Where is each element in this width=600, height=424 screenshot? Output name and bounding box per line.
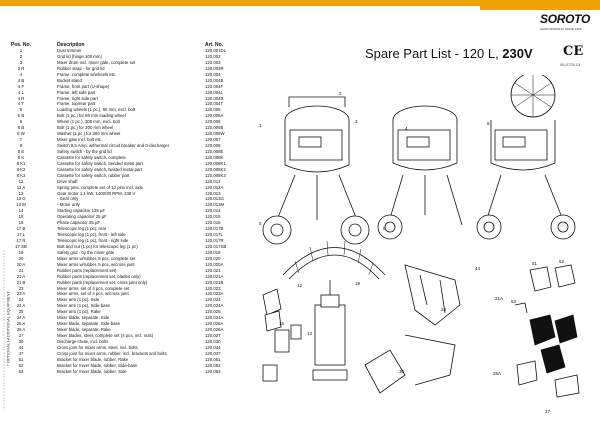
row-desc: Spring pins, complete set of 12 pins incl. axle: [57, 184, 143, 190]
row-art: 120.019: [205, 249, 221, 255]
row-art: 120.016: [205, 220, 221, 226]
callout-6: 6: [383, 226, 386, 231]
row-desc: Mixer blades, steel, complete set (4 pcs, incl. nuts): [57, 333, 154, 338]
callout-19: 19: [355, 281, 361, 286]
row-desc: Mixer arm (1 pc), Rake: [57, 309, 101, 315]
row-desc: Cassette for safety switch, rubber part: [57, 172, 130, 178]
callout-5: 5: [259, 221, 262, 226]
row-pos: 17 B: [16, 226, 26, 232]
row-desc: Loading wheels (1 pc.), 80 mm, excl. bolt: [57, 107, 136, 113]
row-art: 120.017L: [205, 232, 223, 238]
table-row: [0, 369, 250, 375]
row-art: 120.021: [205, 267, 221, 273]
row-art: 120.008K2: [205, 166, 226, 172]
callout-44: 44: [475, 266, 481, 271]
column-header-pos: Pos. No.: [10, 42, 31, 48]
row-art: 120.030: [205, 338, 221, 344]
mixer-arms-part: [405, 265, 460, 385]
row-desc: Frame, front part (U-shape): [57, 83, 110, 89]
row-pos: 27: [18, 333, 24, 338]
mixer-open-lid-view: [477, 75, 575, 239]
row-pos: 4 T: [17, 101, 25, 107]
row-art: 120.004B: [205, 77, 224, 83]
row-pos: 8 K1: [16, 160, 26, 166]
row-desc: Bolt (1 pc.) for 80 mm loading wheel: [57, 113, 126, 119]
row-pos: 24: [18, 297, 24, 303]
row-pos: 4: [19, 71, 23, 77]
row-art: 120.002: [205, 53, 221, 59]
callout-53: 53: [511, 299, 517, 304]
row-pos: 16: [18, 220, 24, 226]
row-pos: 17 L: [16, 232, 26, 238]
row-art: 120.006B: [205, 125, 224, 131]
mixer-front-view: [263, 97, 369, 244]
row-art: 120.003R: [205, 65, 224, 71]
callout-2: 2: [339, 91, 342, 96]
row-art: 120.017SB: [205, 243, 227, 249]
row-desc: Frame, left side part: [57, 89, 96, 95]
row-pos: 3 R: [17, 65, 25, 71]
row-pos: 1: [19, 48, 23, 53]
callout-52: 52: [559, 259, 565, 264]
title-voltage: 230V: [502, 46, 533, 61]
row-pos: 21 A: [16, 273, 26, 279]
accent-bar: [0, 0, 600, 10]
callout-23: 23: [441, 307, 447, 312]
accent-bar-left: [0, 0, 480, 6]
row-art: 120.004L: [205, 89, 223, 95]
row-pos: 12 A: [16, 184, 26, 190]
row-pos: 8: [19, 143, 23, 148]
row-pos: 25: [18, 309, 24, 315]
row-art: 120.017B: [205, 226, 224, 232]
row-art: 120.005: [205, 107, 221, 113]
row-art: 120.013: [205, 190, 221, 196]
row-art: 120.021A: [205, 273, 224, 279]
row-desc: Dust trimmer: [57, 48, 82, 53]
row-desc: Rubber strap - for grid lid: [57, 65, 105, 71]
row-desc: Cassette for safety switch, bended metal part: [57, 160, 143, 166]
row-pos: 8 K3: [16, 172, 26, 178]
row-desc: Bracket for mixer blade, rubber, Side-base: [57, 362, 138, 368]
row-desc: Frame, top/rear part: [57, 101, 96, 107]
row-pos: 6: [19, 119, 23, 125]
row-pos: 53: [18, 368, 24, 374]
row-pos: 47: [18, 350, 24, 356]
row-art: 120.006: [205, 119, 221, 125]
row-pos: 4 R: [17, 95, 25, 101]
row-pos: 12: [18, 178, 24, 184]
accent-bar-right: [480, 0, 600, 10]
row-pos: 8 K2: [16, 166, 26, 172]
callout-8: 8: [487, 121, 490, 126]
row-desc: Cross joint for mixer arms, steel, incl. bolts: [57, 344, 138, 350]
electrical-parts: [263, 289, 301, 381]
brand-tagline: HAND WORKING SINCE 1956: [540, 27, 582, 31]
row-desc: Rubber parts (replacement set, blades only): [57, 273, 141, 279]
row-art: 120.013G: [205, 196, 224, 202]
row-pos: 26 A: [16, 327, 26, 333]
callout-16: 16: [279, 321, 285, 326]
callout-21A: 21A: [495, 296, 504, 301]
row-desc: Grid lid (hinge 100 mm): [57, 53, 102, 59]
brand-logo: [540, 12, 592, 31]
row-desc: Frame, right side part: [57, 95, 98, 101]
row-pos: 6 W: [17, 131, 25, 137]
row-pos: 51: [18, 356, 24, 362]
row-desc: Safety grid - by the mixer gate: [57, 249, 115, 255]
row-desc: Telescopic leg (1 pc), front - left side: [57, 232, 126, 238]
row-pos: 8 K: [17, 154, 25, 160]
callout-12: 12: [297, 283, 303, 288]
row-pos: 30: [18, 338, 24, 344]
row-pos: 21 B: [16, 279, 26, 285]
row-pos: 19: [18, 249, 24, 255]
row-pos: 23: [18, 285, 24, 291]
row-desc: Mixer arm (1 pc), Side: [57, 297, 100, 303]
row-art: 120.004R: [205, 95, 224, 101]
row-art: 120.005A: [205, 113, 224, 119]
row-art: 120.025: [205, 309, 221, 315]
row-art: 120.053: [205, 368, 221, 374]
row-art: 120.003: [205, 59, 221, 65]
brand-name: SOROTO: [540, 12, 590, 26]
row-desc: Mixer arms w/rubber, 5 pcs, w/cross joint: [57, 261, 135, 267]
row-art: 120.004T: [205, 101, 224, 107]
row-art: 120.026A: [205, 327, 224, 333]
row-art: 120.012: [205, 178, 221, 184]
row-desc: Mixer arms w/rubber, 5 pcs, complete set: [57, 255, 136, 261]
row-desc: Frame, complete w/wheels etc.: [57, 71, 117, 77]
exploded-view-drawing: [255, 75, 595, 420]
row-art: 120.021B: [205, 279, 224, 285]
row-desc: Starting capacitor 125 µF: [57, 208, 106, 214]
row-pos: 3: [19, 59, 23, 65]
row-art: 120.008K1: [205, 160, 226, 166]
row-desc: Drive shaft: [57, 178, 78, 184]
row-desc: - Motor only: [57, 202, 80, 208]
column-header-art: Art. No.: [205, 42, 224, 48]
row-art: 120.020A: [205, 261, 224, 267]
ce-mark: CE: [563, 44, 584, 59]
row-desc: Phase capacitor 25 µF: [57, 220, 101, 226]
row-pos: 24 A: [16, 303, 26, 309]
callout-51: 51: [532, 261, 538, 266]
row-art: 120.008K: [205, 154, 224, 160]
row-pos: 17 SB: [15, 243, 27, 249]
row-desc: Mixer blade, separate, Side-base: [57, 321, 121, 327]
row-art: 120.001DL: [205, 48, 227, 53]
callout-13: 13: [307, 331, 313, 336]
row-pos: 4 L: [18, 89, 24, 95]
row-art: 120.024A: [205, 315, 224, 321]
row-art: 120.006W: [205, 131, 225, 137]
row-desc: Operating capacitor 25 µF: [57, 214, 107, 220]
row-art: 120.023A: [205, 291, 224, 297]
column-header-description: Description: [57, 42, 85, 48]
row-pos: 21: [18, 267, 24, 273]
row-desc: Bolt and nut (1 pc) for telescopic leg (1 pc): [57, 243, 138, 249]
row-desc: Wheel (1 pc.), 300 mm, excl. bolt: [57, 119, 120, 125]
row-art: 120.008: [205, 143, 221, 148]
row-art: 120.013M: [205, 202, 225, 208]
document-reference: 08-0725.13: [560, 62, 581, 67]
row-art: 120.012A: [205, 184, 224, 190]
row-art: 120.052: [205, 362, 221, 368]
row-art: 120.004F: [205, 83, 224, 89]
row-desc: Rubber parts (replacement set, cross joint only): [57, 279, 148, 285]
row-desc: Safety switch - by the grid lid: [57, 148, 112, 154]
row-art: 120.044: [205, 344, 221, 350]
row-desc: Bracket for mixer blade, rubber, Rake: [57, 356, 129, 362]
row-pos: 5: [19, 107, 23, 113]
optional-equipment-note: * OPTIONAL / ADDITIONAL EQUIPMENT: [5, 291, 11, 366]
row-pos: 44: [18, 344, 24, 350]
row-art: 120.024A: [205, 303, 224, 309]
row-pos: 52: [18, 362, 24, 368]
safety-grid-part: [283, 241, 385, 279]
row-art: 120.020: [205, 255, 221, 261]
row-pos: 4 F: [17, 83, 25, 89]
mixer-side-view: [378, 106, 462, 239]
row-pos: 8 E: [17, 148, 25, 154]
row-art: 120.015: [205, 214, 221, 220]
row-art: 120.004: [205, 71, 221, 77]
row-pos: 7: [19, 137, 23, 143]
row-desc: Switch 9,5 Amp. w/thermal circuit breaker and 0-discharger: [57, 143, 170, 148]
parts-table: [0, 48, 250, 375]
row-art: 120.007: [205, 137, 221, 143]
row-desc: Mixer arms, set of 4 pcs, complete set: [57, 285, 130, 291]
row-art: 120.025A: [205, 321, 224, 327]
page-title: [365, 46, 533, 61]
row-desc: - Gear only: [57, 196, 79, 202]
row-pos: 20: [18, 255, 24, 261]
gear-motor-part: [313, 280, 347, 380]
callout-1: 1: [259, 123, 262, 128]
row-pos: 5 B: [17, 113, 25, 119]
row-art: 120.014: [205, 208, 221, 214]
callout-3: 3: [355, 119, 358, 124]
row-pos: 23 A: [16, 291, 26, 297]
callout-26A: 26A: [493, 371, 502, 376]
row-pos: 13 M: [16, 202, 26, 208]
row-pos: 13: [18, 190, 24, 196]
row-desc: Mixer gate incl. bolt etc.: [57, 137, 103, 143]
row-desc: Mixer arm (1 pc), Side-base: [57, 303, 111, 309]
row-pos: 20 A: [16, 261, 26, 267]
row-desc: Mixer blade, separate, Side: [57, 315, 110, 321]
row-pos: 24 A: [16, 315, 26, 321]
row-art: 120.017R: [205, 238, 224, 243]
row-pos: 17 R: [16, 238, 26, 243]
row-art: 120.027: [205, 333, 221, 338]
row-art: 120.008E: [205, 148, 224, 154]
row-pos: 2: [19, 53, 23, 59]
row-desc: Cassette for safety switch, complete: [57, 154, 126, 160]
row-art: 120.023: [205, 285, 221, 291]
rubber-blades-part: [517, 315, 579, 397]
row-desc: Cross joint for mixer arms, rubber, incl. brackets and bolts: [57, 350, 167, 356]
row-desc: Telescopic leg (1 pc), rear: [57, 226, 107, 232]
callout-4: 4: [405, 126, 408, 131]
row-desc: Washer (1 pc.) for 300 mm wheel: [57, 131, 121, 137]
row-art: 120.051: [205, 356, 221, 362]
row-art: 120.047: [205, 350, 221, 356]
row-desc: Mixer drum incl. mixer gate, complete set: [57, 59, 136, 65]
row-desc: Discharge chute, incl. bolts: [57, 338, 109, 344]
row-desc: Mixer arms, set of 4 pcs, w/cross joint: [57, 291, 129, 297]
row-pos: 25 A: [16, 321, 26, 327]
row-pos: 13 G: [16, 196, 26, 202]
row-pos: 15: [18, 214, 24, 220]
row-desc: Cassette for safety switch, twisted metal part: [57, 166, 143, 172]
row-desc: Gear motor 1,1 kW, 1400/30 RPM, 230 V: [57, 190, 136, 196]
callout-27: 27: [545, 409, 551, 414]
callout-30: 30: [399, 369, 405, 374]
row-desc: Bracket for mixer blade, rubber, Side: [57, 368, 127, 374]
brackets-part: [515, 265, 575, 313]
row-desc: Bolt (1 pc.) for 300 mm wheel: [57, 125, 114, 131]
row-pos: 6 B: [17, 125, 25, 131]
row-pos: 4 B: [17, 77, 25, 83]
row-desc: Bucket stand: [57, 77, 82, 83]
title-prefix: Spare Part List - 120 L,: [365, 46, 503, 61]
row-desc: Mixer blade, separate, Rake: [57, 327, 111, 333]
row-art: 120.024: [205, 297, 221, 303]
row-art: 120.008K3: [205, 172, 226, 178]
row-desc: Telescopic leg (1 pc), front - right side: [57, 238, 129, 243]
row-pos: 14: [18, 208, 24, 214]
row-desc: Rubber parts (replacement set): [57, 267, 117, 273]
